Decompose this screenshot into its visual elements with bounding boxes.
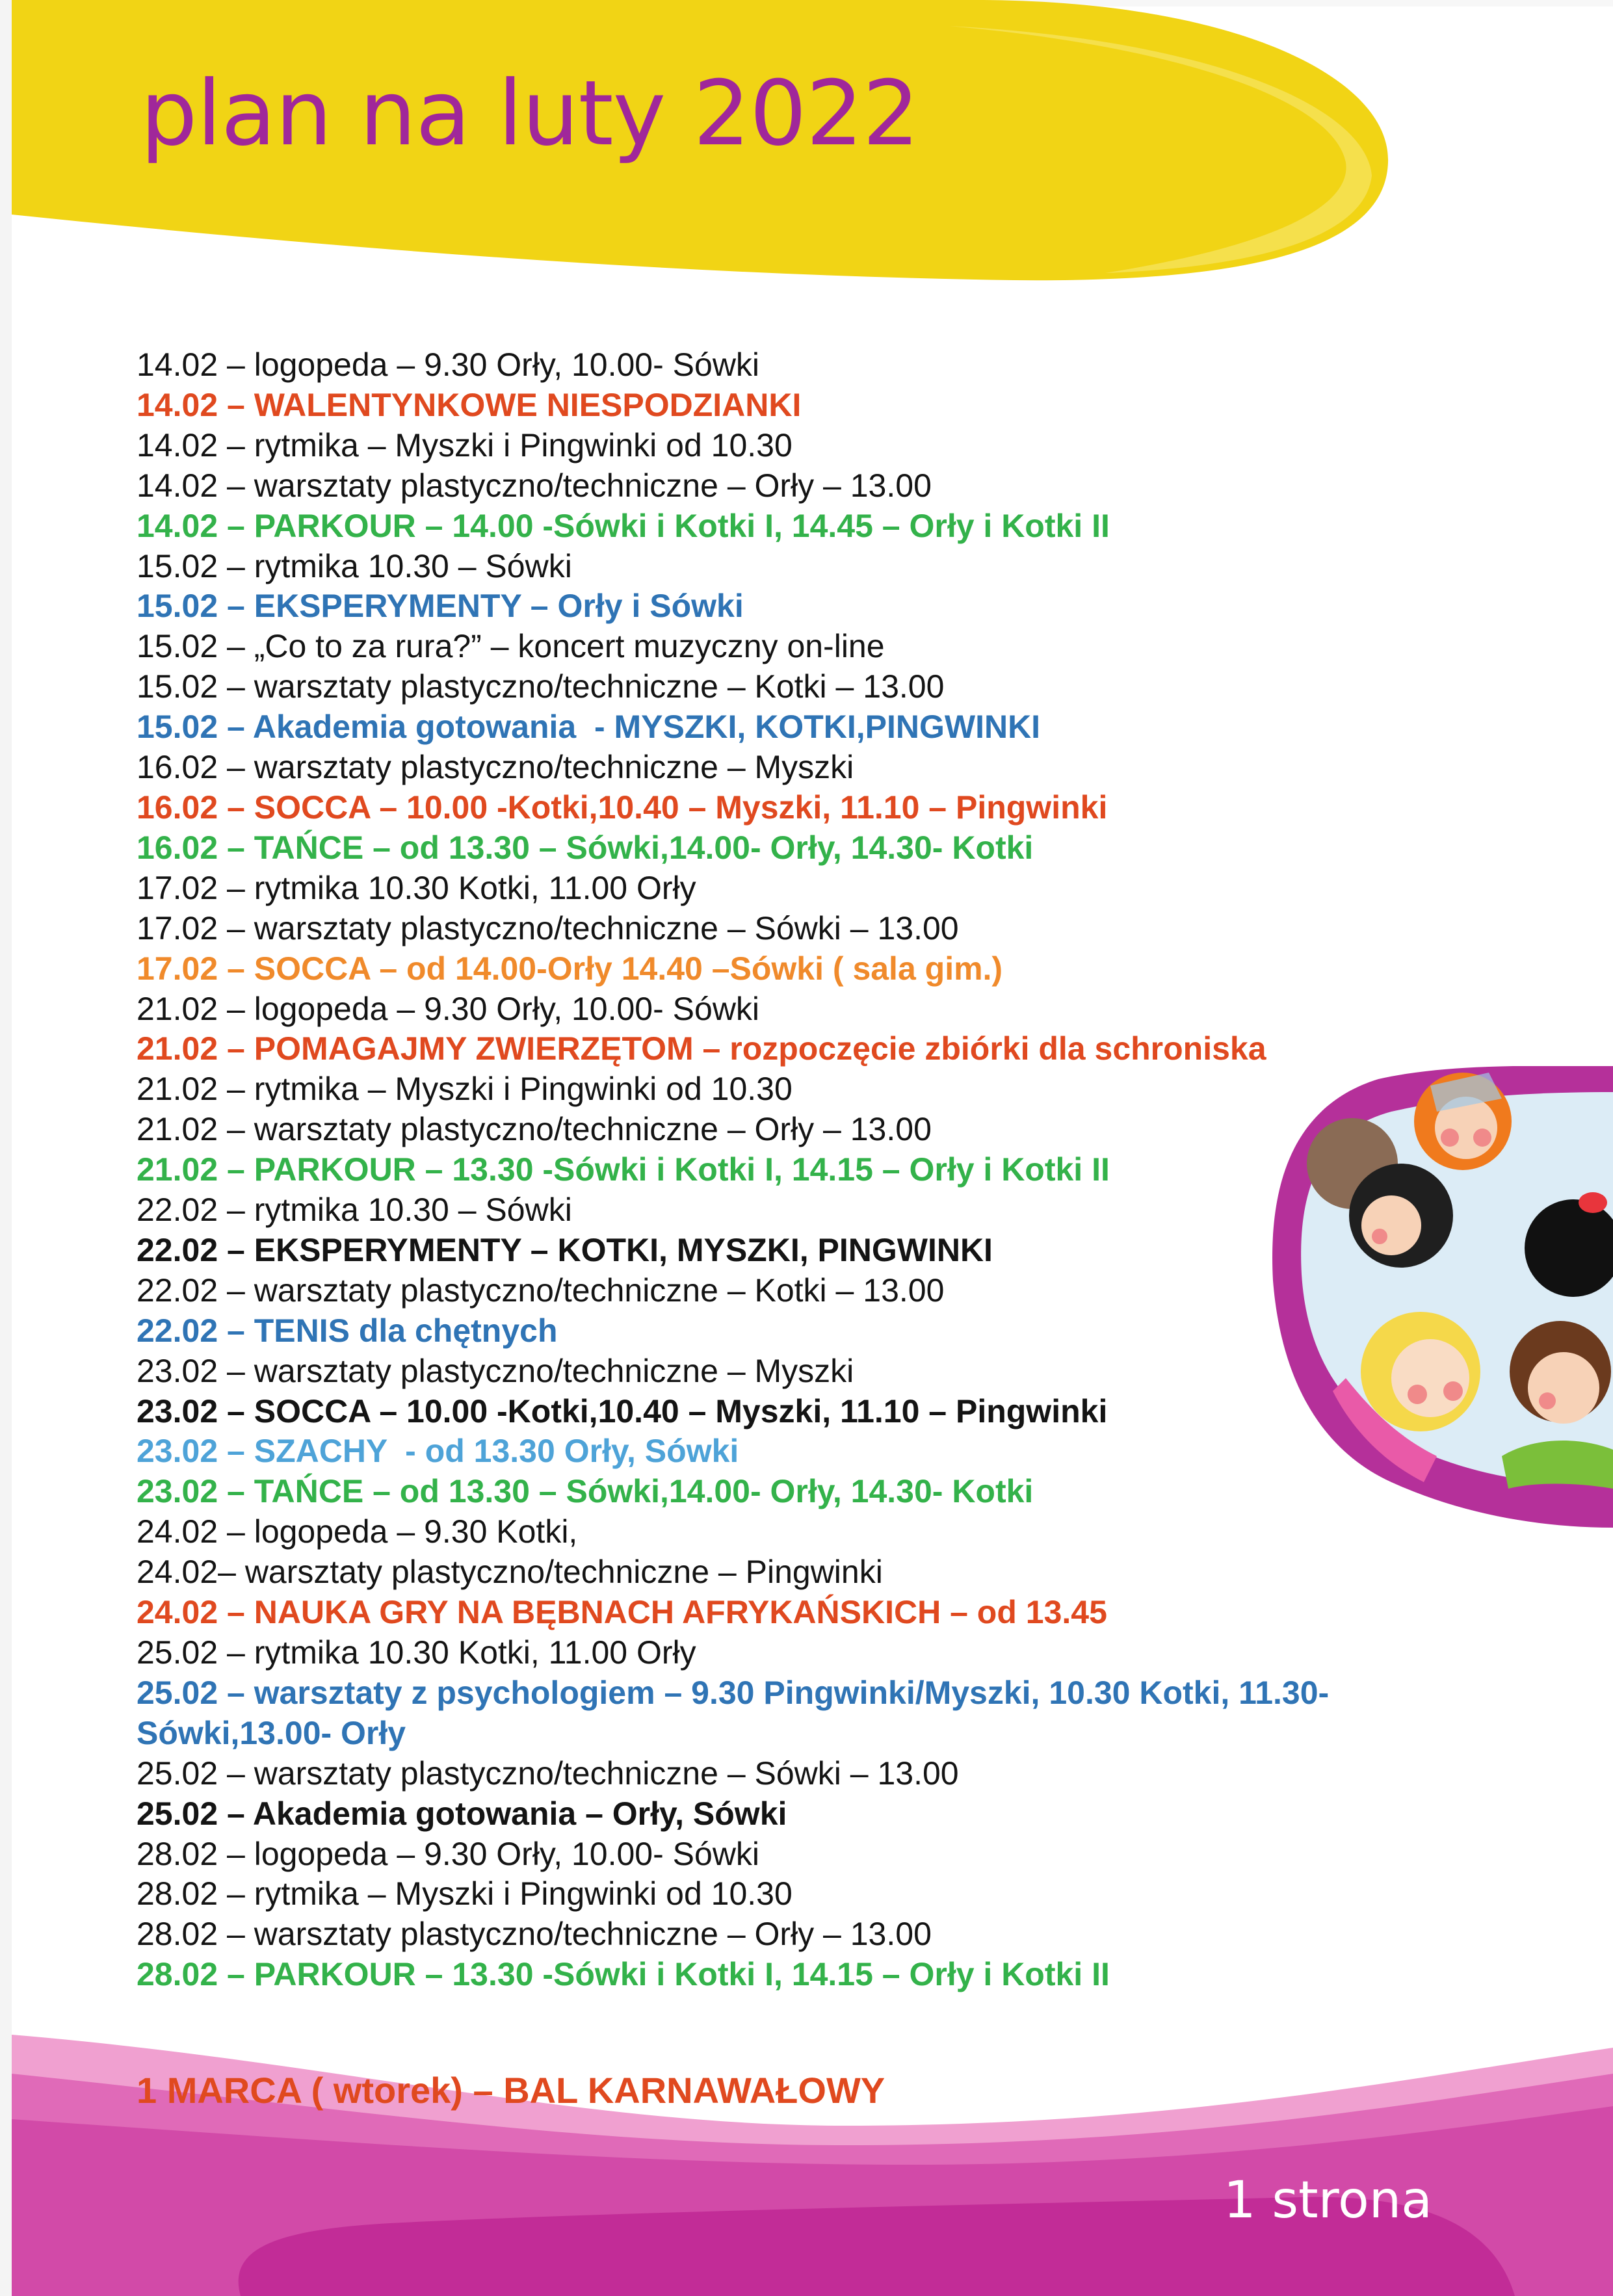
schedule-entry: 23.02 – SZACHY - od 13.30 Orły, Sówki xyxy=(137,1433,739,1470)
schedule-entry: 21.02 – logopeda – 9.30 Orły, 10.00- Sówki xyxy=(137,990,760,1027)
schedule-entry: 15.02 – warsztaty plastyczno/techniczne – Kotki – 13.00 xyxy=(137,668,945,705)
schedule-list xyxy=(137,345,1424,1995)
schedule-entry: 22.02 – warsztaty plastyczno/techniczne – Kotki – 13.00 xyxy=(137,1272,945,1309)
schedule-entry: 21.02 – PARKOUR – 13.30 -Sówki i Kotki I, 14.15 – Orły i Kotki II xyxy=(137,1151,1110,1188)
schedule-entry: 21.02 – rytmika – Myszki i Pingwinki od 10.30 xyxy=(137,1071,793,1108)
schedule-entry: 15.02 – „Co to za rura?” – koncert muzyczny on-line xyxy=(137,628,885,665)
schedule-entry: 25.02 – warsztaty z psychologiem – 9.30 Pingwinki/Myszki, 10.30 Kotki, 11.30- Sówki,13.00- Orły xyxy=(137,1674,1330,1751)
children-illustration xyxy=(1268,1066,1613,1528)
schedule-entry: 28.02 – logopeda – 9.30 Orły, 10.00- Sówki xyxy=(137,1835,760,1872)
schedule-entry: 22.02 – TENIS dla chętnych xyxy=(137,1312,558,1349)
schedule-entry: 25.02 – warsztaty plastyczno/techniczne – Sówki – 13.00 xyxy=(137,1755,959,1792)
carnival-announcement: 1 MARCA ( wtorek) – BAL KARNAWAŁOWY xyxy=(137,2070,885,2111)
schedule-entry: 23.02 – SOCCA – 10.00 -Kotki,10.40 – Myszki, 11.10 – Pingwinki xyxy=(137,1392,1108,1429)
schedule-entry: 15.02 – rytmika 10.30 – Sówki xyxy=(137,547,572,584)
schedule-entry: 22.02 – EKSPERYMENTY – KOTKI, MYSZKI, PINGWINKI xyxy=(137,1231,993,1268)
schedule-entry: 14.02 – logopeda – 9.30 Orły, 10.00- Sówki xyxy=(137,346,760,383)
schedule-entry: 17.02 – warsztaty plastyczno/techniczne – Sówki – 13.00 xyxy=(137,909,959,946)
page-title: plan na luty 2022 xyxy=(140,61,919,166)
schedule-entry: 15.02 – EKSPERYMENTY – Orły i Sówki xyxy=(137,588,744,625)
page-number: 1 strona xyxy=(1224,2171,1432,2230)
schedule-entry: 14.02 – warsztaty plastyczno/techniczne – Orły – 13.00 xyxy=(137,467,932,504)
schedule-entry: 28.02 – rytmika – Myszki i Pingwinki od 10.30 xyxy=(137,1875,793,1912)
schedule-entry: 23.02 – TAŃCE – od 13.30 – Sówki,14.00- Orły, 14.30- Kotki xyxy=(137,1473,1034,1510)
schedule-entry: 23.02 – warsztaty plastyczno/techniczne – Myszki xyxy=(137,1352,854,1389)
schedule-entry: 14.02 – rytmika – Myszki i Pingwinki od 10.30 xyxy=(137,426,793,463)
schedule-entry: 17.02 – SOCCA – od 14.00-Orły 14.40 –Sówki ( sala gim.) xyxy=(137,950,1003,987)
schedule-entry: 21.02 – POMAGAJMY ZWIERZĘTOM – rozpoczęcie zbiórki dla schroniska xyxy=(137,1030,1266,1067)
schedule-entry: 16.02 – SOCCA – 10.00 -Kotki,10.40 – Myszki, 11.10 – Pingwinki xyxy=(137,789,1108,826)
schedule-entry: 17.02 – rytmika 10.30 Kotki, 11.00 Orły xyxy=(137,869,696,906)
schedule-entry: 24.02– warsztaty plastyczno/techniczne – Pingwinki xyxy=(137,1554,883,1591)
schedule-entry: 14.02 – PARKOUR – 14.00 -Sówki i Kotki I, 14.45 – Orły i Kotki II xyxy=(137,507,1110,544)
schedule-entry: 25.02 – Akademia gotowania – Orły, Sówki xyxy=(137,1795,787,1832)
child-face xyxy=(1528,1352,1599,1424)
schedule-entry: 21.02 – warsztaty plastyczno/techniczne – Orły – 13.00 xyxy=(137,1111,932,1148)
schedule-entry: 15.02 – Akademia gotowania - MYSZKI, KOTKI,PINGWINKI xyxy=(137,709,1041,746)
schedule-entry: 28.02 – PARKOUR – 13.30 -Sówki i Kotki I, 14.15 – Orły i Kotki II xyxy=(137,1956,1110,1993)
page-border-left xyxy=(0,0,12,2296)
schedule-entry: 16.02 – TAŃCE – od 13.30 – Sówki,14.00- Orły, 14.30- Kotki xyxy=(137,829,1034,866)
schedule-entry: 25.02 – rytmika 10.30 Kotki, 11.00 Orły xyxy=(137,1634,696,1671)
child-face xyxy=(1391,1339,1469,1417)
schedule-entry: 24.02 – NAUKA GRY NA BĘBNACH AFRYKAŃSKICH – od 13.45 xyxy=(137,1594,1107,1631)
child-face xyxy=(1361,1195,1421,1255)
schedule-entry: 28.02 – warsztaty plastyczno/techniczne – Orły – 13.00 xyxy=(137,1916,932,1953)
schedule-entry: 24.02 – logopeda – 9.30 Kotki, xyxy=(137,1513,578,1550)
schedule-entry: 14.02 – WALENTYNKOWE NIESPODZIANKI xyxy=(137,386,802,423)
schedule-entry: 22.02 – rytmika 10.30 – Sówki xyxy=(137,1192,572,1229)
schedule-entry: 16.02 – warsztaty plastyczno/techniczne – Myszki xyxy=(137,749,854,786)
